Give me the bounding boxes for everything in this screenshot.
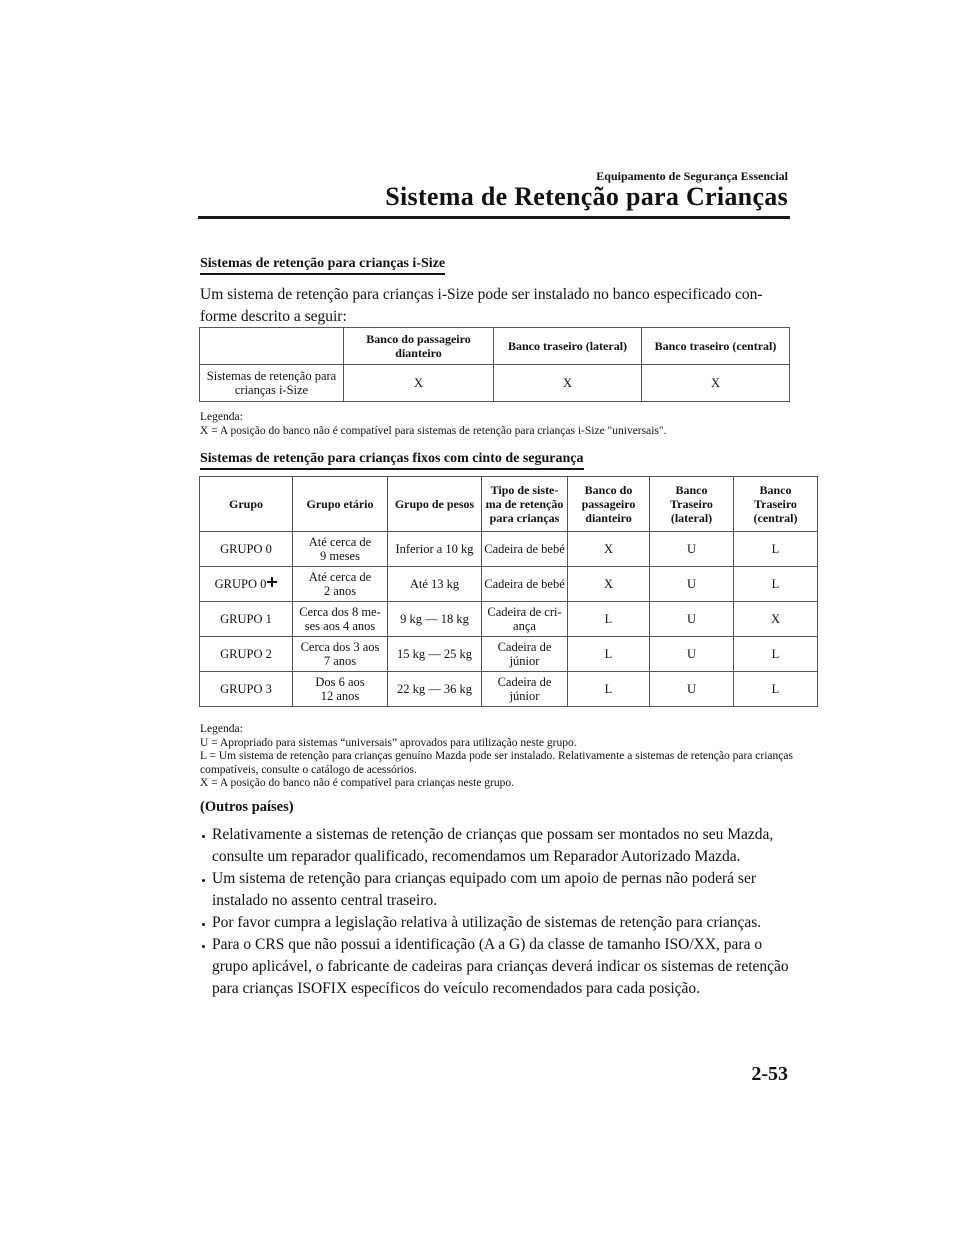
isize-table	[199, 327, 790, 402]
isize-row-label: Sistemas de retenção para crianças i-Size	[200, 365, 344, 402]
cell-rear-central: L	[734, 672, 818, 707]
cell-type: Cadeira de júnior	[482, 637, 568, 672]
table-row	[200, 637, 818, 672]
cell-group-text: GRUPO 0	[214, 577, 267, 591]
cell-group: GRUPO 3	[200, 672, 293, 707]
fixed-table	[199, 476, 818, 707]
cell-group	[200, 567, 293, 602]
list-item-text: Por favor cumpra a legislação relativa à utilização de sistemas de retenção para crianças.	[212, 914, 762, 931]
list-item	[200, 912, 800, 934]
table-row	[200, 532, 818, 567]
page-title: Sistema de Retenção para Crianças	[385, 182, 788, 211]
cell-front-passenger: X	[568, 532, 650, 567]
isize-col-header: Banco do passageiro dianteiro	[344, 328, 494, 365]
cell-rear-lateral: U	[650, 672, 734, 707]
bullet-icon	[202, 945, 205, 948]
isize-cell: X	[494, 365, 642, 402]
bullet-icon	[202, 923, 205, 926]
list-item-text: Para o CRS que não possui a identificação (A a G) da classe de tamanho ISO/XX, para o grupo aplicável, o fabricante de cadeiras para crianças deverá indicar os sistemas de retenção para crianças ISOFIX específicos do veículo recomendados para cada posição.	[212, 936, 789, 997]
cell-age: Cerca dos 3 aos 7 anos	[293, 637, 388, 672]
fixed-col-header: Banco do passageiro dianteiro	[568, 477, 650, 532]
list-item-text: Um sistema de retenção para crianças equipado com um apoio de pernas não poderá ser instalado no assento central traseiro.	[212, 870, 756, 909]
cell-type: Cadeira de bebé	[482, 567, 568, 602]
header-rule	[198, 216, 790, 219]
plus-icon	[267, 577, 277, 587]
list-item	[200, 934, 800, 1000]
cell-age: Cerca dos 8 me- ses aos 4 anos	[293, 602, 388, 637]
cell-type: Cadeira de bebé	[482, 532, 568, 567]
cell-rear-central: X	[734, 602, 818, 637]
cell-weight: Inferior a 10 kg	[388, 532, 482, 567]
isize-legend	[200, 411, 800, 438]
isize-heading: Sistemas de retenção para crianças i-Size	[200, 256, 445, 275]
list-item-text: Relativamente a sistemas de retenção de crianças que possam ser montados no seu Mazda, consulte um reparador qualificado, recomendamos um Reparador Autorizado Mazda.	[212, 826, 774, 865]
fixed-col-header: Tipo de siste- ma de retenção para crianças	[482, 477, 568, 532]
other-countries-heading: (Outros países)	[200, 799, 294, 815]
isize-cell: X	[642, 365, 790, 402]
cell-weight: 9 kg ― 18 kg	[388, 602, 482, 637]
cell-front-passenger: L	[568, 602, 650, 637]
cell-weight: 22 kg — 36 kg	[388, 672, 482, 707]
isize-intro: Um sistema de retenção para crianças i-Size pode ser instalado no banco especificado con-forme descrito a seguir:	[200, 286, 763, 325]
cell-age: Dos 6 aos 12 anos	[293, 672, 388, 707]
cell-group: GRUPO 1	[200, 602, 293, 637]
list-item	[200, 824, 800, 868]
legend-line: X = A posição do banco não é compatível para sistemas de retenção para crianças i-Size "universais".	[200, 424, 667, 437]
fixed-col-header: Grupo etário	[293, 477, 388, 532]
table-row	[200, 672, 818, 707]
fixed-heading: Sistemas de retenção para crianças fixos com cinto de segurança	[200, 451, 584, 470]
fixed-col-header: Banco Traseiro (lateral)	[650, 477, 734, 532]
fixed-legend	[200, 723, 800, 791]
isize-table-header	[200, 328, 790, 365]
bullet-icon	[202, 879, 205, 882]
legend-title: Legenda:	[200, 411, 243, 423]
legend-line: X = A posição do banco não é compatível para crianças neste grupo.	[200, 777, 515, 789]
cell-age: Até cerca de 9 meses	[293, 532, 388, 567]
legend-title: Legenda:	[200, 723, 243, 735]
cell-rear-lateral: U	[650, 567, 734, 602]
isize-col-header	[200, 328, 344, 365]
cell-age: Até cerca de 2 anos	[293, 567, 388, 602]
isize-col-header: Banco traseiro (central)	[642, 328, 790, 365]
cell-front-passenger: L	[568, 637, 650, 672]
cell-group: GRUPO 0	[200, 532, 293, 567]
fixed-col-header: Banco Traseiro (central)	[734, 477, 818, 532]
cell-rear-central: L	[734, 532, 818, 567]
cell-front-passenger: L	[568, 672, 650, 707]
isize-cell: X	[344, 365, 494, 402]
cell-weight: 15 kg ― 25 kg	[388, 637, 482, 672]
table-row	[200, 567, 818, 602]
cell-rear-central: L	[734, 567, 818, 602]
fixed-col-header: Grupo de pesos	[388, 477, 482, 532]
cell-rear-lateral: U	[650, 532, 734, 567]
cell-type: Cadeira de júnior	[482, 672, 568, 707]
legend-line: L = Um sistema de retenção para crianças genuíno Mazda pode ser instalado. Relativamente a sistemas de retenção para crianças compatíveis, consulte o catálogo de acessórios.	[200, 750, 793, 776]
fixed-col-header: Grupo	[200, 477, 293, 532]
bullet-icon	[202, 835, 205, 838]
cell-type: Cadeira de cri- ança	[482, 602, 568, 637]
cell-rear-central: L	[734, 637, 818, 672]
fixed-table-header	[200, 477, 818, 532]
cell-group: GRUPO 2	[200, 637, 293, 672]
page-number: 2-53	[751, 1063, 788, 1085]
table-row	[200, 602, 818, 637]
running-header-section: Equipamento de Segurança Essencial	[596, 169, 788, 183]
cell-rear-lateral: U	[650, 637, 734, 672]
cell-front-passenger: X	[568, 567, 650, 602]
other-countries-list	[200, 824, 800, 1000]
list-item	[200, 868, 800, 912]
cell-weight: Até 13 kg	[388, 567, 482, 602]
cell-rear-lateral: U	[650, 602, 734, 637]
legend-line: U = Apropriado para sistemas “universais” aprovados para utilização neste grupo.	[200, 736, 577, 749]
table-row	[200, 365, 790, 402]
isize-col-header: Banco traseiro (lateral)	[494, 328, 642, 365]
